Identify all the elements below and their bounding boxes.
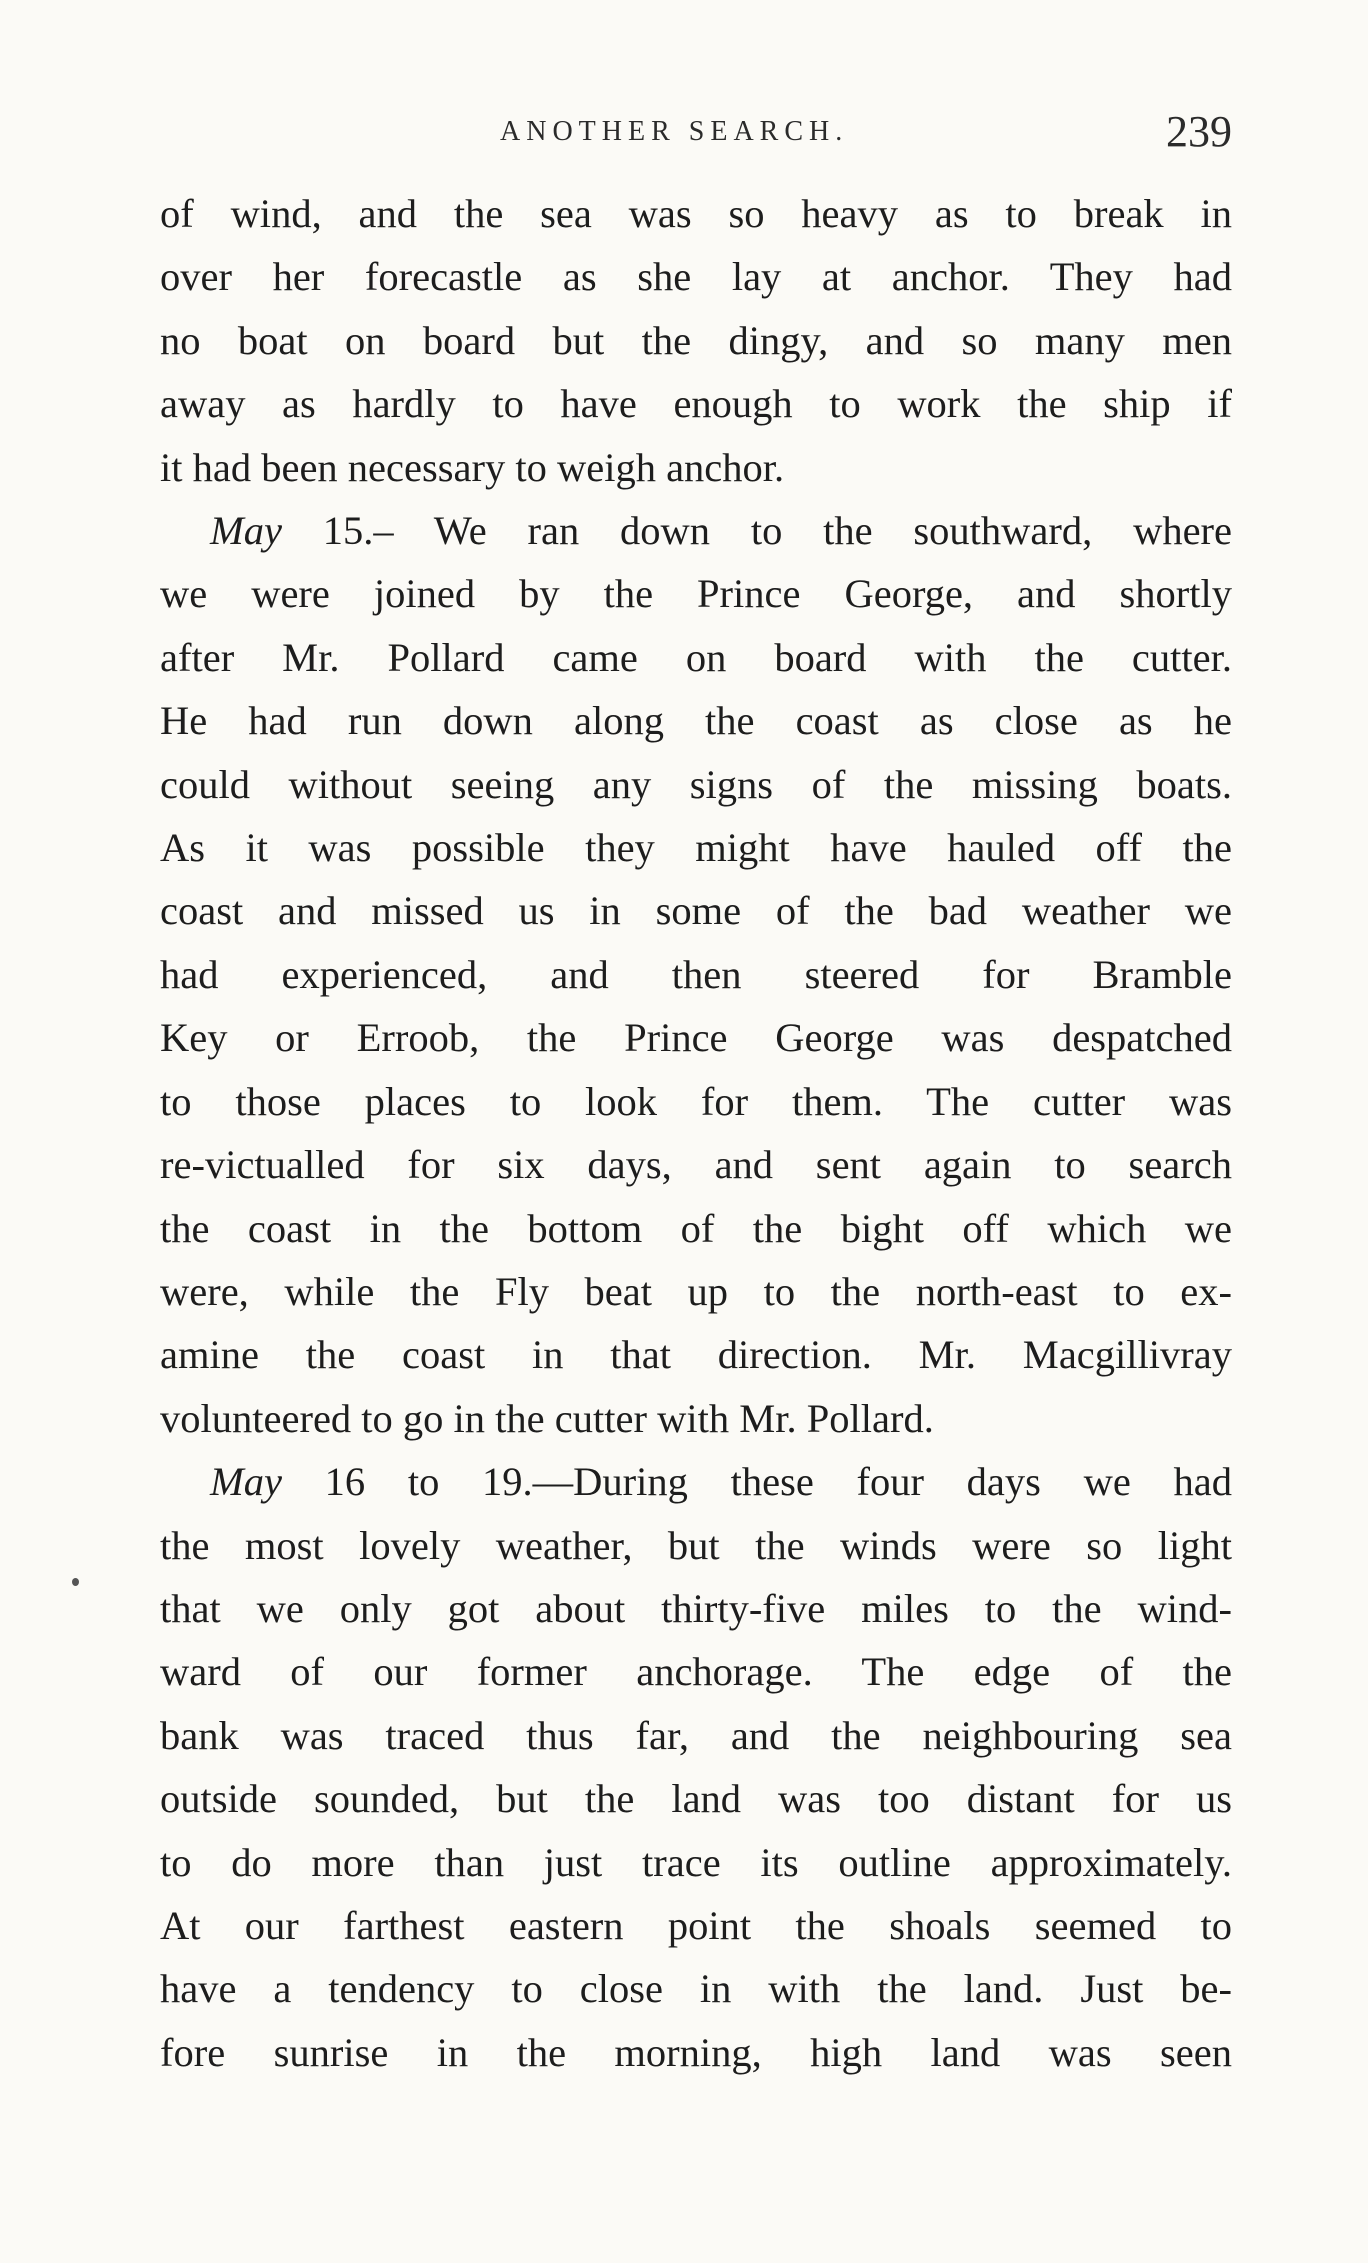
- running-head: [160, 106, 1232, 166]
- text-line: fore sunrise in the morning, high land was seen: [160, 2029, 1232, 2075]
- text-line: Key or Erroob, the Prince George was despatched: [160, 1015, 1232, 1061]
- text-line: He had run down along the coast as close as he: [160, 698, 1232, 744]
- text-line: it had been necessary to weigh anchor.: [160, 444, 785, 490]
- text-line: coast and missed us in some of the bad weather we: [160, 888, 1232, 934]
- text-line: bank was traced thus far, and the neighbouring sea: [160, 1712, 1232, 1758]
- text-line: had experienced, and then steered for Bramble: [160, 951, 1232, 997]
- text-fragment: 15.– We ran down to the southward, where: [322, 508, 1233, 554]
- text-line: were, while the Fly beat up to the north-east to ex-: [160, 1268, 1232, 1314]
- text-line: As it was possible they might have hauled off the: [160, 825, 1232, 871]
- paragraph-may-15: [160, 499, 1232, 1450]
- ink-spot: [72, 1578, 79, 1586]
- text-line: re-victualled for six days, and sent again to search: [160, 1142, 1232, 1188]
- text-line: that we only got about thirty-five miles to the wind-: [160, 1585, 1232, 1631]
- text-line: outside sounded, but the land was too distant for us: [160, 1776, 1232, 1822]
- text-line: At our farthest eastern point the shoals seemed to: [160, 1902, 1232, 1948]
- text-line: no boat on board but the dingy, and so many men: [160, 317, 1232, 363]
- running-title: ANOTHER SEARCH.: [500, 116, 849, 147]
- text-line: have a tendency to close in with the land. Just be-: [160, 1966, 1232, 2012]
- text-line: the most lovely weather, but the winds were so light: [160, 1522, 1232, 1568]
- text-line: of wind, and the sea was so heavy as to break in: [160, 191, 1232, 236]
- paragraph-first-line: [160, 1450, 1232, 1513]
- paragraph-first-line: [160, 499, 1232, 562]
- text-line: to do more than just trace its outline approximately.: [160, 1839, 1232, 1885]
- text-line: to those places to look for them. The cutter was: [160, 1078, 1232, 1124]
- text-line: volunteered to go in the cutter with Mr. Pollard.: [160, 1395, 934, 1441]
- page-number: 239: [1166, 107, 1232, 156]
- paragraph-1: [160, 182, 1232, 499]
- date-label: May: [210, 508, 282, 554]
- body-text: [160, 182, 1232, 2084]
- text-fragment: 16 to 19.—During these four days we had: [324, 1459, 1233, 1505]
- text-line: could without seeing any signs of the missing boats.: [160, 761, 1232, 807]
- text-line: we were joined by the Prince George, and shortly: [160, 571, 1232, 617]
- text-line: away as hardly to have enough to work the ship if: [160, 381, 1232, 427]
- text-line: ward of our former anchorage. The edge of the: [160, 1649, 1232, 1695]
- text-line: the coast in the bottom of the bight off which we: [160, 1205, 1232, 1251]
- text-line: over her forecastle as she lay at anchor. They had: [160, 254, 1232, 300]
- text-line: after Mr. Pollard came on board with the cutter.: [160, 634, 1232, 680]
- date-label: May: [210, 1459, 282, 1505]
- text-line: amine the coast in that direction. Mr. Macgillivray: [160, 1332, 1232, 1378]
- paragraph-may-16-19: [160, 1450, 1232, 2084]
